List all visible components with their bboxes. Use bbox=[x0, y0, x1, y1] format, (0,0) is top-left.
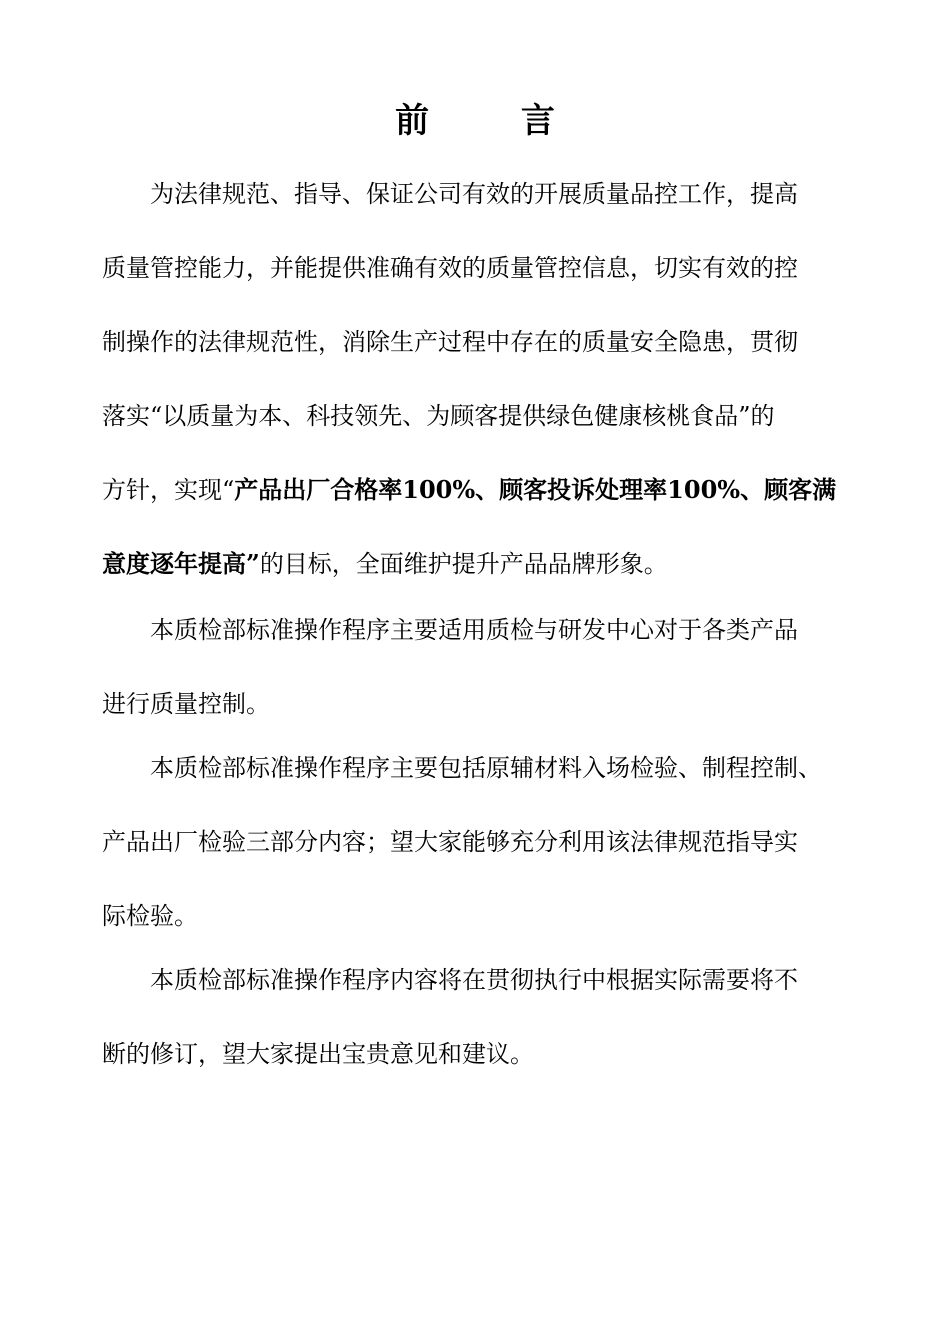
text-segment: 制操作的法律规范性，消除生产过程中存在的质量安全隐患，贯彻 bbox=[102, 328, 798, 356]
page-title: 前 言 bbox=[395, 101, 595, 141]
text-segment: 本质检部标准操作程序内容将在贯彻执行中根据实际需要将不 bbox=[150, 966, 798, 994]
paragraph-1-line-5 bbox=[102, 472, 836, 508]
bold-goal-text: 产品出厂合格率100%、顾客投诉处理率100%、顾客满 bbox=[234, 475, 837, 504]
paragraph-3-line-1 bbox=[150, 750, 822, 786]
bold-goal-text: 意度逐年提高” bbox=[102, 549, 260, 578]
text-segment: 本质检部标准操作程序主要适用质检与研发中心对于各类产品 bbox=[150, 616, 798, 644]
text-segment: 质量管控能力，并能提供准确有效的质量管控信息，切实有效的控 bbox=[102, 254, 798, 282]
text-segment: 为法律规范、指导、保证公司有效的开展质量品控工作，提高 bbox=[150, 180, 798, 208]
text-segment: 断的修订，望大家提出宝贵意见和建议。 bbox=[102, 1040, 534, 1068]
paragraph-1-line-4 bbox=[102, 398, 775, 434]
paragraph-1-line-6 bbox=[102, 546, 668, 582]
text-segment: 本质检部标准操作程序主要包括原辅材料入场检验、制程控制、 bbox=[150, 754, 822, 782]
paragraph-3-line-3 bbox=[102, 898, 198, 934]
paragraph-1-line-3 bbox=[102, 324, 798, 360]
paragraph-1-line-1 bbox=[150, 176, 798, 212]
paragraph-2-line-2 bbox=[102, 686, 270, 722]
text-segment: 产品出厂检验三部分内容；望大家能够充分利用该法律规范指导实 bbox=[102, 828, 798, 856]
text-segment: 方针，实现“ bbox=[102, 476, 235, 504]
text-segment: 落实“以质量为本、科技领先、为顾客提供绿色健康核桃食品”的 bbox=[102, 402, 775, 430]
paragraph-3-line-2 bbox=[102, 824, 798, 860]
text-segment: 的目标，全面维护提升产品品牌形象。 bbox=[259, 550, 668, 578]
text-segment: 进行质量控制。 bbox=[102, 690, 270, 718]
paragraph-4-line-1 bbox=[150, 962, 798, 998]
text-segment: 际检验。 bbox=[102, 902, 198, 930]
paragraph-1-line-2 bbox=[102, 250, 798, 286]
paragraph-4-line-2 bbox=[102, 1036, 534, 1072]
paragraph-2-line-1 bbox=[150, 612, 798, 648]
